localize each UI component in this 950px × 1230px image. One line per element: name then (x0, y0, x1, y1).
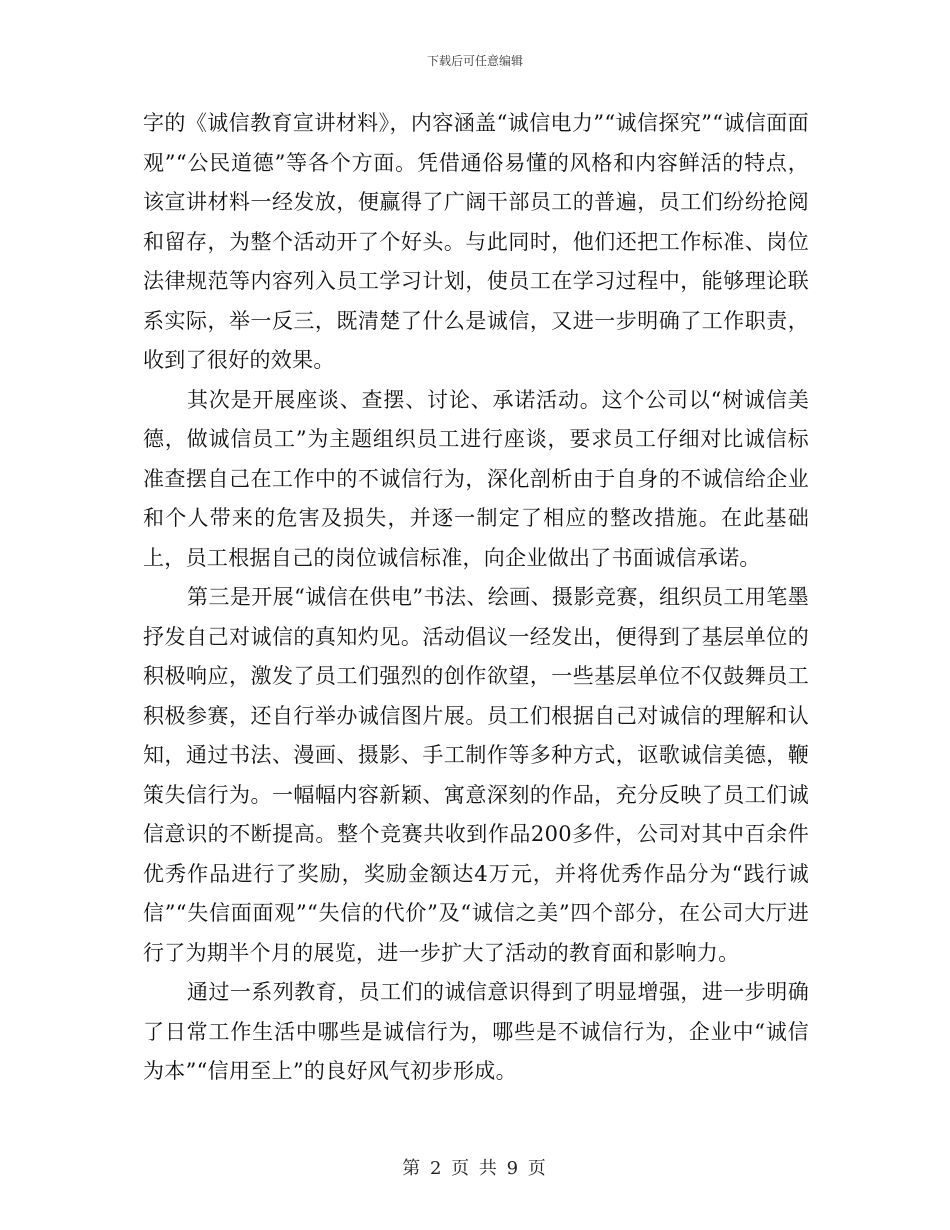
paragraph-1: 字的《诚信教育宣讲材料》，内容涵盖“诚信电力”“诚信探究”“诚信面面观”“公民道德”等各个方面。凭借通俗易懂的风格和内容鲜活的特点，该宣讲材料一经发放，便赢得了广阔干部员工的普遍，员工们纷纷抢阅和留存，为整个活动开了个好头。与此同时，他们还把工作标准、岗位法律规范等内容列入员工学习计划，使员工在学习过程中，能够理论联系实际，举一反三，既清楚了什么是诚信，又进一步明确了工作职责，收到了很好的效果。 (143, 111, 809, 372)
document-body (143, 104, 809, 1092)
paragraph-4: 通过一系列教育，员工们的诚信意识得到了明显增强，进一步明确了日常工作生活中哪些是诚信行为，哪些是不诚信行为，企业中“诚信为本”“信用至上”的良好风气初步形成。 (143, 980, 809, 1083)
paragraph-3: 第三是开展“诚信在供电”书法、绘画、摄影竞赛，组织员工用笔墨抒发自己对诚信的真知灼见。活动倡议一经发出，便得到了基层单位的积极响应，激发了员工们强烈的创作欲望，一些基层单位不仅鼓舞员工积极参赛，还自行举办诚信图片展。员工们根据自己对诚信的理解和认知，通过书法、漫画、摄影、手工制作等多种方式，讴歌诚信美德，鞭策失信行为。一幅幅内容新颖、寓意深刻的作品，充分反映了员工们诚信意识的不断提高。整个竞赛共收到作品200多件，公司对其中百余件优秀作品进行了奖励，奖励金额达4万元，并将优秀作品分为“践行诚信”“失信面面观”“失信的代价”及“诚信之美”四个部分，在公司大厅进行了为期半个月的展览，进一步扩大了活动的教育面和影响力。 (143, 585, 809, 965)
page-header: 下载后可任意编辑 (426, 54, 523, 68)
page-footer: 第 2 页 共 9 页 (402, 1158, 548, 1179)
paragraph-2: 其次是开展座谈、查摆、讨论、承诺活动。这个公司以“树诚信美德，做诚信员工”为主题组织员工进行座谈，要求员工仔细对比诚信标准查摆自己在工作中的不诚信行为，深化剖析由于自身的不诚信给企业和个人带来的危害及损失，并逐一制定了相应的整改措施。在此基础上，员工根据自己的岗位诚信标准，向企业做出了书面诚信承诺。 (143, 387, 809, 570)
